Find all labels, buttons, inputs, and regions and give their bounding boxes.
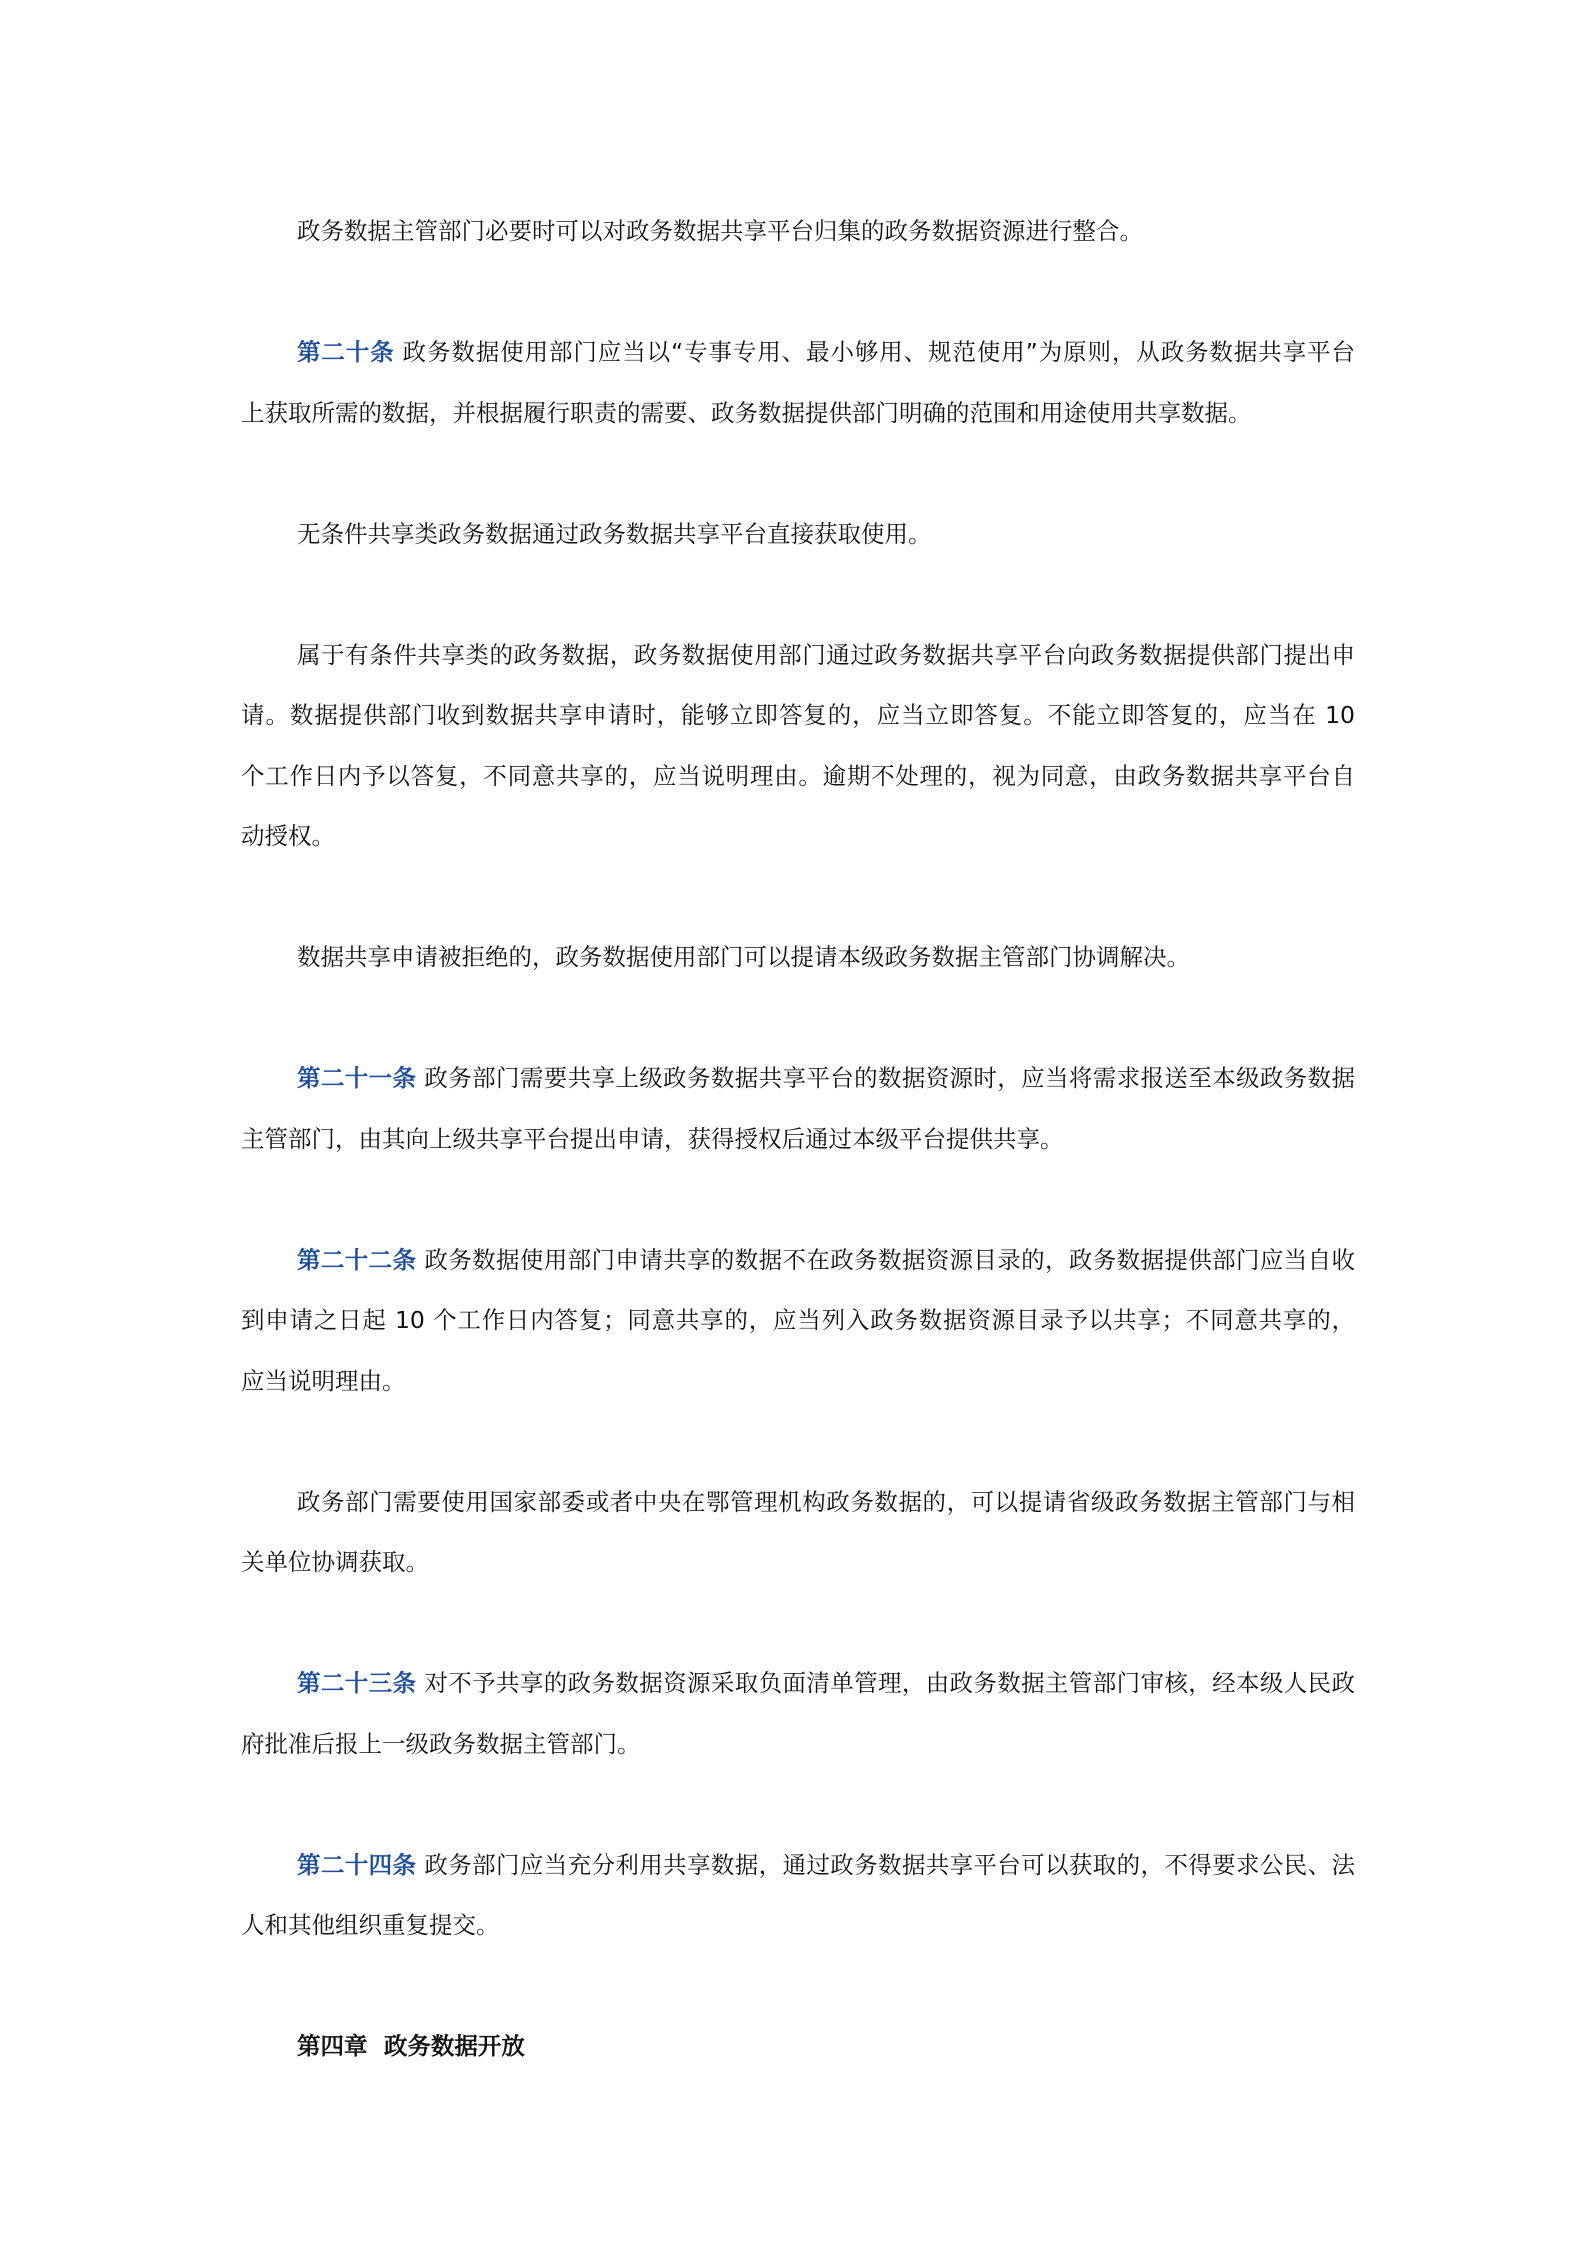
line-text: 上获取所需的数据，并根据履行职责的需要、政务数据提供部门明确的范围和用途使用共享数据。 (241, 398, 1252, 427)
text-line (241, 1048, 1355, 1109)
text-line (241, 625, 1355, 686)
text-line (241, 1230, 1355, 1291)
line-text: 政务数据主管部门必要时可以对政务数据共享平台归集的政务数据资源进行整合。 (297, 217, 1143, 245)
line-text: 个工作日内予以答复，不同意共享的，应当说明理由。逾期不处理的，视为同意，由政务数据共享平台自 (241, 761, 1355, 790)
line-text: 府批准后报上一级政务数据主管部门。 (241, 1729, 641, 1758)
article-paragraph (241, 1048, 1355, 1169)
article-number: 第二十四条 (297, 1850, 417, 1879)
article-number: 第二十条 (297, 338, 395, 366)
text-line (241, 1109, 1355, 1170)
text-line (241, 1835, 1355, 1896)
text-line (241, 504, 1355, 565)
line-text: 属于有条件共享类的政务数据，政务数据使用部门通过政务数据共享平台向政务数据提供部门提出申 (297, 640, 1355, 669)
text-line (241, 1290, 1355, 1351)
line-text: 政务部门应当充分利用共享数据，通过政务数据共享平台可以获取的，不得要求公民、法 (424, 1850, 1356, 1879)
line-text: 请。数据提供部门收到数据共享申请时，能够立即答复的，应当立即答复。不能立即答复的，应当在 10 (241, 701, 1355, 729)
text-line (241, 1532, 1355, 1593)
paragraph (241, 927, 1355, 988)
article-number: 第二十三条 (297, 1669, 417, 1697)
line-text: 到申请之日起 10 个工作日内答复；同意共享的，应当列入政务数据资源目录予以共享；不同意共享的， (241, 1306, 1355, 1334)
line-text: 对不予共享的政务数据资源采取负面清单管理，由政务数据主管部门审核，经本级人民政 (424, 1669, 1356, 1697)
line-text: 关单位协调获取。 (241, 1548, 429, 1576)
text-line (241, 1351, 1355, 1412)
text-line (241, 927, 1355, 988)
line-text: 政务部门需要使用国家部委或者中央在鄂管理机构政务数据的，可以提请省级政务数据主管部门与相 (297, 1487, 1355, 1516)
line-text: 动授权。 (241, 822, 335, 850)
line-text: 政务数据使用部门申请共享的数据不在政务数据资源目录的，政务数据提供部门应当自收 (424, 1245, 1356, 1274)
line-text: 人和其他组织重复提交。 (241, 1911, 500, 1939)
text-line (241, 383, 1355, 444)
line-text: 应当说明理由。 (241, 1366, 406, 1395)
text-line (241, 1472, 1355, 1533)
paragraph (241, 1472, 1355, 1593)
text-line (241, 806, 1355, 867)
text-line (241, 1895, 1355, 1956)
paragraph (241, 504, 1355, 565)
paragraph (241, 625, 1355, 867)
line-text: 政务数据使用部门应当以“专事专用、最小够用、规范使用”为原则，从政务数据共享平台 (402, 338, 1356, 366)
article-number: 第二十二条 (297, 1245, 417, 1274)
paragraph (241, 201, 1355, 262)
line-text: 数据共享申请被拒绝的，政务数据使用部门可以提请本级政务数据主管部门协调解决。 (297, 943, 1190, 971)
text-line (241, 1653, 1355, 1714)
text-line (241, 201, 1355, 262)
article-paragraph (241, 322, 1355, 443)
line-text: 无条件共享类政务数据通过政务数据共享平台直接获取使用。 (297, 519, 932, 548)
document-page (241, 201, 1355, 2077)
article-paragraph (241, 1835, 1355, 1956)
chapter-heading: 第四章 政务数据开放 (297, 2032, 525, 2060)
text-line (241, 685, 1355, 746)
line-text: 主管部门，由其向上级共享平台提出申请，获得授权后通过本级平台提供共享。 (241, 1124, 1064, 1153)
line-text: 政务部门需要共享上级政务数据共享平台的数据资源时，应当将需求报送至本级政务数据 (424, 1064, 1356, 1092)
article-paragraph (241, 1230, 1355, 1412)
article-number: 第二十一条 (297, 1064, 417, 1092)
text-line (241, 746, 1355, 807)
text-line (241, 1714, 1355, 1775)
article-paragraph (241, 1653, 1355, 1774)
text-line (241, 322, 1355, 383)
